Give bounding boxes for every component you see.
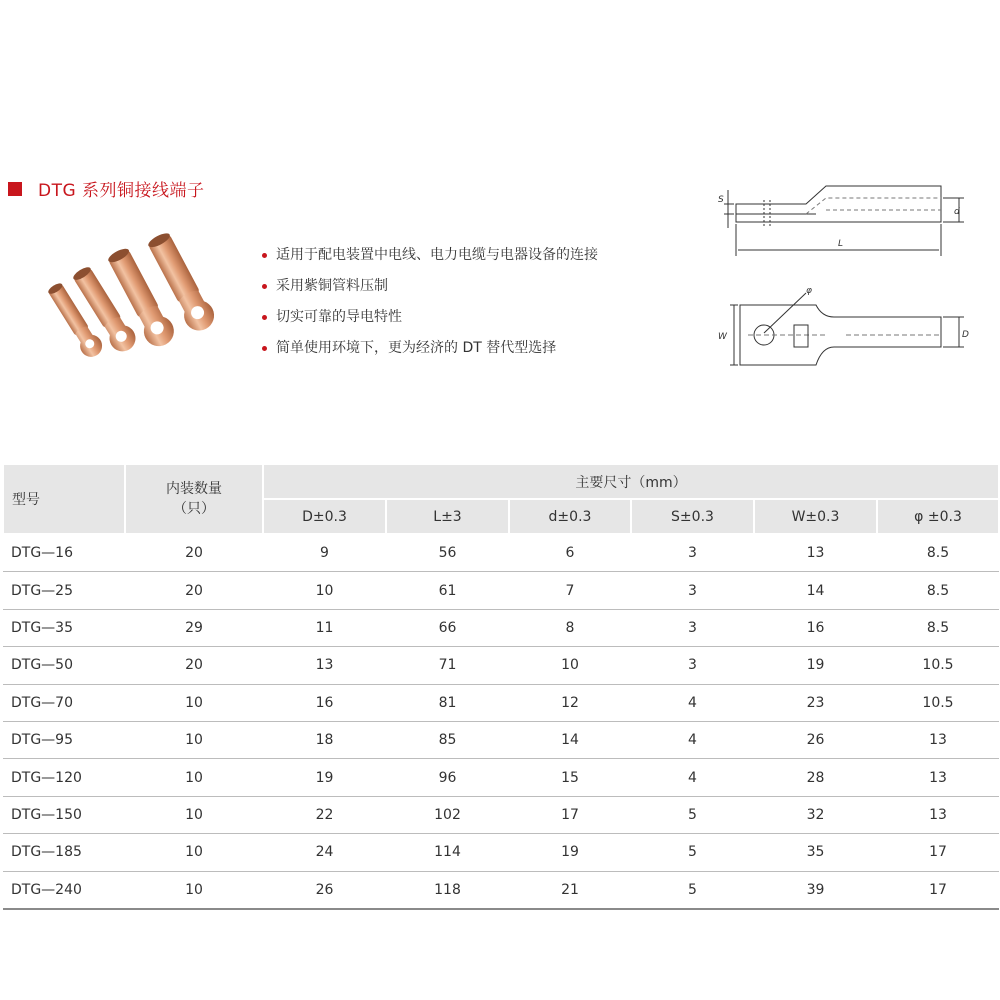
table-cell: 5 (631, 834, 754, 871)
table-row (3, 609, 999, 646)
header-d-small: d±0.3 (509, 499, 631, 534)
table-cell: 8.5 (877, 572, 999, 609)
top-view-diagram (706, 285, 976, 380)
table-cell: 10 (125, 796, 263, 833)
label-w: W (718, 332, 727, 342)
cell-model: DTG—120 (3, 759, 125, 796)
table-cell: 22 (263, 796, 386, 833)
table-cell: 10 (125, 871, 263, 909)
table-cell: 14 (754, 572, 877, 609)
cell-model: DTG—35 (3, 609, 125, 646)
heading-title: DTG 系列铜接线端子 (38, 181, 205, 201)
bullet-icon (262, 346, 267, 351)
table-cell: 23 (754, 684, 877, 721)
bullet-icon (262, 284, 267, 289)
table-cell: 61 (386, 572, 509, 609)
header-l: L±3 (386, 499, 509, 534)
table-cell: 114 (386, 834, 509, 871)
feature-item: 适用于配电装置中电线、电力电缆与电器设备的连接 (262, 244, 598, 275)
table-cell: 13 (263, 647, 386, 684)
table-row (3, 647, 999, 684)
cell-model: DTG—95 (3, 721, 125, 758)
table-cell: 21 (509, 871, 631, 909)
table-cell: 15 (509, 759, 631, 796)
table-cell: 8.5 (877, 609, 999, 646)
table-row (3, 534, 999, 572)
label-phi: φ (806, 286, 812, 296)
table-cell: 66 (386, 609, 509, 646)
product-photo (28, 230, 253, 365)
header-s: S±0.3 (631, 499, 754, 534)
table-cell: 3 (631, 647, 754, 684)
table-cell: 71 (386, 647, 509, 684)
header-model: 型号 (3, 464, 125, 534)
table-cell: 102 (386, 796, 509, 833)
table-cell: 7 (509, 572, 631, 609)
table-cell: 4 (631, 684, 754, 721)
cell-model: DTG—70 (3, 684, 125, 721)
table-cell: 17 (877, 871, 999, 909)
label-s: S (718, 195, 724, 205)
table-cell: 10 (125, 834, 263, 871)
table-cell: 10 (263, 572, 386, 609)
header-dimensions: 主要尺寸（mm） (263, 464, 999, 499)
heading-square-icon (8, 182, 22, 196)
table-row (3, 871, 999, 909)
table-cell: 3 (631, 609, 754, 646)
table-row (3, 572, 999, 609)
table-cell: 5 (631, 871, 754, 909)
cell-model: DTG—25 (3, 572, 125, 609)
table-row (3, 759, 999, 796)
cell-model: DTG—185 (3, 834, 125, 871)
side-view-diagram (706, 180, 976, 260)
table-cell: 24 (263, 834, 386, 871)
table-row (3, 834, 999, 871)
table-cell: 85 (386, 721, 509, 758)
feature-item: 切实可靠的导电特性 (262, 306, 598, 337)
table-cell: 19 (509, 834, 631, 871)
table-cell: 118 (386, 871, 509, 909)
bullet-icon (262, 315, 267, 320)
table-cell: 29 (125, 609, 263, 646)
spec-table (2, 463, 1000, 910)
table-cell: 20 (125, 534, 263, 572)
table-cell: 4 (631, 759, 754, 796)
table-cell: 10 (125, 759, 263, 796)
table-cell: 5 (631, 796, 754, 833)
table-cell: 35 (754, 834, 877, 871)
table-cell: 81 (386, 684, 509, 721)
table-cell: 4 (631, 721, 754, 758)
table-cell: 9 (263, 534, 386, 572)
label-d-small: d (954, 207, 960, 217)
cell-model: DTG—240 (3, 871, 125, 909)
table-cell: 20 (125, 647, 263, 684)
table-cell: 32 (754, 796, 877, 833)
feature-list (262, 244, 598, 368)
table-cell: 14 (509, 721, 631, 758)
table-cell: 3 (631, 534, 754, 572)
table-cell: 16 (263, 684, 386, 721)
feature-item: 简单使用环境下，更为经济的 DT 替代型选择 (262, 337, 598, 368)
label-d-large: D (962, 330, 969, 340)
table-cell: 96 (386, 759, 509, 796)
table-cell: 6 (509, 534, 631, 572)
table-cell: 17 (877, 834, 999, 871)
cell-model: DTG—150 (3, 796, 125, 833)
table-cell: 3 (631, 572, 754, 609)
table-row (3, 721, 999, 758)
table-cell: 13 (877, 759, 999, 796)
table-cell: 8 (509, 609, 631, 646)
header-d: D±0.3 (263, 499, 386, 534)
table-cell: 13 (877, 796, 999, 833)
table-cell: 56 (386, 534, 509, 572)
table-cell: 10.5 (877, 647, 999, 684)
feature-item: 采用紫铜管料压制 (262, 275, 598, 306)
table-cell: 10.5 (877, 684, 999, 721)
table-cell: 19 (263, 759, 386, 796)
table-cell: 10 (125, 684, 263, 721)
table-cell: 20 (125, 572, 263, 609)
header-w: W±0.3 (754, 499, 877, 534)
table-cell: 13 (754, 534, 877, 572)
table-cell: 16 (754, 609, 877, 646)
header-qty: 内装数量 （只） (125, 464, 263, 534)
label-l: L (838, 239, 844, 249)
section-heading (8, 176, 205, 201)
table-cell: 10 (125, 721, 263, 758)
table-cell: 39 (754, 871, 877, 909)
table-cell: 26 (754, 721, 877, 758)
table-cell: 19 (754, 647, 877, 684)
table-cell: 13 (877, 721, 999, 758)
cell-model: DTG—16 (3, 534, 125, 572)
table-cell: 12 (509, 684, 631, 721)
table-cell: 18 (263, 721, 386, 758)
table-cell: 8.5 (877, 534, 999, 572)
header-phi: φ ±0.3 (877, 499, 999, 534)
table-cell: 28 (754, 759, 877, 796)
table-row (3, 796, 999, 833)
table-row (3, 684, 999, 721)
table-cell: 26 (263, 871, 386, 909)
bullet-icon (262, 253, 267, 258)
table-cell: 10 (509, 647, 631, 684)
table-cell: 17 (509, 796, 631, 833)
cell-model: DTG—50 (3, 647, 125, 684)
table-cell: 11 (263, 609, 386, 646)
spec-table-body (3, 534, 999, 909)
